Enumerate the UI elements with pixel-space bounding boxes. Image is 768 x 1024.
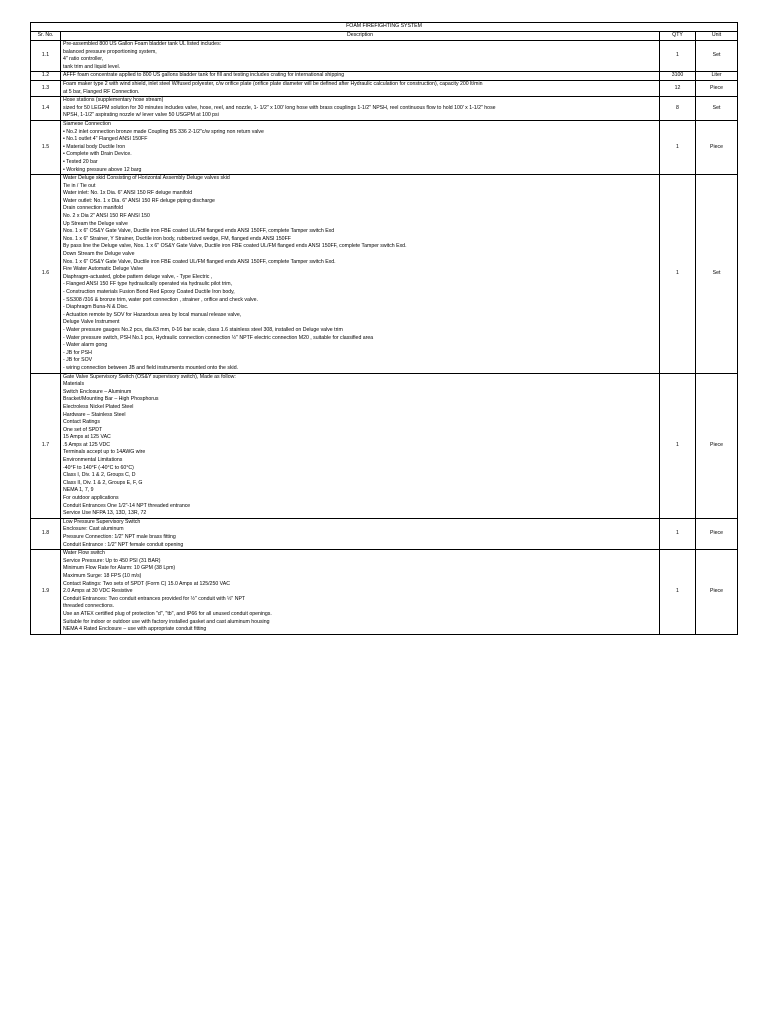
header-sr-no: Sr. No. (31, 32, 61, 41)
description-line: - JB for PSH (63, 349, 92, 356)
row-sr-no: 1.5 (31, 120, 61, 174)
description-line: Nos. 1 x 6" OS&Y Gate Valve, Ductile iron FBE coated UL/FM flanged ends ANSI 150FF, complete Tamper switch Exd (63, 228, 335, 235)
table-row (31, 120, 738, 174)
description-line: Water Flow switch (63, 550, 105, 557)
description-line: Class II, Div. 1 & 2, Groups E, F, G (63, 479, 143, 486)
description-line: Maximum Surge: 18 FPS (10 m/s) (63, 572, 142, 579)
description-line: - Diaphragm Buna-N & Disc. (63, 304, 129, 311)
description-line: - Water pressure switch, PSH No.1 pcs, Hydraulic connection connection ½" NPTF electric connection M20 , suitable for classified area (63, 334, 374, 341)
table-row (31, 518, 738, 549)
row-description (61, 373, 660, 518)
description-line: - Water alarm gong (63, 342, 108, 349)
spec-sheet (30, 22, 737, 635)
description-line: 15 Amps at 125 VAC (63, 434, 111, 441)
table-body (31, 41, 738, 635)
description-line: Nos. 1 x 6" Strainer, Y Strainer, Ductile iron body, rubberized wedge, FM, flanged ends ANSI 150FF (63, 235, 291, 242)
table-row (31, 175, 738, 373)
description-line: Environmental Limitations (63, 457, 123, 464)
description-line: Suitable for indoor or outdoor use with factory installed gasket and cast aluminum housing (63, 618, 270, 625)
description-line: .5 Amps at 125 VDC (63, 441, 110, 448)
description-line: Water inlet: No. 1x Dia. 6" ANSI 150 RF deluge manifold (63, 190, 193, 197)
row-unit: Set (696, 97, 738, 121)
table-row (31, 72, 738, 81)
row-description (61, 550, 660, 635)
header-description: Description (61, 32, 660, 41)
row-sr-no: 1.4 (31, 97, 61, 121)
header-qty: QTY (660, 32, 696, 41)
row-sr-no: 1.2 (31, 72, 61, 81)
description-line: - SS308 /316 & bronze trim, water port connection , strainer , orifice and check valve. (63, 296, 258, 303)
spec-table (30, 22, 738, 635)
table-row (31, 97, 738, 121)
row-description (61, 175, 660, 373)
description-line: Conduit Entrances: Two conduit entrances provided for ½" conduit with ½" NPT (63, 595, 246, 602)
row-unit: Piece (696, 373, 738, 518)
table-row (31, 373, 738, 518)
header-unit: Unit (696, 32, 738, 41)
description-line: Hardware – Stainless Steel (63, 411, 126, 418)
row-unit: Piece (696, 518, 738, 549)
description-line: tank trim and liquid level. (63, 63, 121, 70)
description-line: Minimum Flow Rate for Alarm: 10 GPM (38 Lpm) (63, 565, 176, 572)
description-line: Switch Enclosure – Aluminum (63, 388, 132, 395)
description-line: Drain connection manifold (63, 205, 123, 212)
description-line: Tie in / Tie out (63, 182, 96, 189)
row-qty: 1 (660, 41, 696, 72)
row-description (61, 97, 660, 121)
row-unit: Set (696, 175, 738, 373)
row-description (61, 72, 660, 81)
description-line: Class I, Div. 1 & 2, Groups C, D (63, 472, 136, 479)
description-line: Hose stations (supplementary hose stream) (63, 97, 164, 104)
row-qty: 1 (660, 518, 696, 549)
description-line: By pass line the Deluge valve, Nos. 1 x 6" OS&Y Gate Valve, Ductile iron FBE coated UL/FM flanged ends ANSI 150FF, complete Tamper switch Exd. (63, 243, 407, 250)
description-line: Contact Ratings: Two sets of SPDT (Form C) 15.0 Amps at 125/250 VAC (63, 580, 230, 587)
description-line: NEMA 4 Rated Enclosure – use with appropriate conduit fitting (63, 626, 207, 633)
description-line: - JB for SOV (63, 357, 93, 364)
description-line: Terminals accept up to 14AWG wire (63, 449, 146, 456)
description-line: Conduit Entrance : 1/2" NPT female conduit opening (63, 541, 184, 548)
description-line: For outdoor applications (63, 495, 119, 502)
row-qty: 1 (660, 550, 696, 635)
description-line: No. 2 x Dia 2" ANSI 150 RF ANSI 150 (63, 213, 150, 220)
description-line: NPSH, 1-1/2" aspirating nozzle w/ lever valve 50 USGPM at 100 psi (63, 112, 219, 119)
row-unit: Piece (696, 550, 738, 635)
description-line: Fire Water Automatic Deluge Valve (63, 266, 144, 273)
description-line: • Material body Ductile Iron (63, 143, 126, 150)
table-title: FOAM FIREFIGHTING SYSTEM (31, 23, 738, 32)
description-line: Contact Ratings (63, 419, 100, 426)
row-qty: 8 (660, 97, 696, 121)
description-line: Foam maker type 2 with wind shield, inlet steel W/fused polyester, c/w orifice plate (orifice plate diameter will be defined after Hydraulic calculation for construction), capacity 200 lt/min (63, 80, 483, 87)
description-line: • No.2 inlet connection bronze made Coupling BS 336 2-1/2"c/w spring non return valve (63, 128, 264, 135)
description-line: - Flanged ANSI 150 FF type hydraulically operated via hydraulic pilot trim, (63, 281, 232, 288)
description-line: Pressure Connection: 1/2" NPT male brass fitting (63, 534, 176, 540)
description-line: 2.0 Amps at 30 VDC Resistive (63, 588, 133, 595)
description-line: Materials (63, 381, 85, 388)
description-line: - Water pressure gauges No.2 pcs, dia.63 mm, 0-16 bar scale, class 1.6 stainless steel 308, installed on Deluge valve trim (63, 326, 343, 333)
description-line: Water Deluge skid Consisting of Horizontal Assembly Deluge valves skid (63, 175, 230, 182)
description-line: Siamese Connection (63, 120, 111, 127)
row-sr-no: 1.6 (31, 175, 61, 373)
row-qty: 1 (660, 373, 696, 518)
row-qty: 1 (660, 120, 696, 174)
description-line: - Actuation remote by SOV for Hazardous area by local manual release valve, (63, 311, 242, 318)
row-qty: 12 (660, 80, 696, 96)
description-line: Nos. 1 x 6" OS&Y Gate Valve, Ductile iron FBE coated UL/FM flanged ends ANSI 150FF, complete Tamper switch Exd. (63, 258, 336, 265)
row-sr-no: 1.9 (31, 550, 61, 635)
description-line: Electroless Nickel Plated Steel (63, 403, 134, 410)
description-line: - wiring connection between JB and field instruments mounted onto the skid. (63, 364, 239, 371)
row-sr-no: 1.1 (31, 41, 61, 72)
description-line: Water outlet: No. 1 x Dia. 6" ANSI 150 RF deluge piping discharge (63, 197, 215, 204)
row-unit: Liter (696, 72, 738, 81)
description-line: One set of SPDT (63, 426, 103, 433)
row-description (61, 518, 660, 549)
description-line: -40°F to 140°F (-40°C to 60°C) (63, 464, 134, 471)
description-line: Conduit Entrances One 1/2"-14 NPT threaded entrance (63, 502, 191, 509)
description-line: Down Stream the Deluge valve (63, 251, 135, 258)
row-qty: 3100 (660, 72, 696, 81)
description-line: NEMA 1, 7, 9 (63, 487, 94, 494)
description-line: at 5 bar, Flanged RF Connection. (63, 88, 140, 95)
description-line: 4" ratio controller, (63, 56, 104, 63)
table-row (31, 41, 738, 72)
description-line: AFFF foam concentrate applied to 800 US gallons bladder tank for fill and testing includes crating for international shipping (63, 72, 345, 79)
description-line: threaded connections. (63, 603, 115, 610)
description-line: balanced pressure proportioning system, (63, 48, 157, 55)
description-line: Service Use NFPA 13, 13D, 13R, 72 (63, 510, 147, 517)
row-sr-no: 1.3 (31, 80, 61, 96)
row-unit: Piece (696, 120, 738, 174)
description-line: Pre-assembled 800 US Gallon Foam bladder tank UL listed includes: (63, 41, 222, 47)
description-line: • Tested 20 bar (63, 158, 98, 165)
description-line: Low Pressure Supervisory Switch (63, 518, 141, 525)
description-line: sized for 50 LEGPM solution for 30 minutes includes valve, hose, reel, and nozzle, 1- 1/2" x 100' long hose with brass couplings 1-1/2" NPSH, reel continuous flow to hold 100' x 1-1/2" hose (63, 104, 496, 111)
description-line: Service Pressure: Up to 450 PSI (31 BAR) (63, 557, 161, 564)
description-line: - Construction materials Fusion Bond Red Epoxy Coated Ductile Iron body, (63, 289, 235, 295)
description-line: Bracket/Mounting Bar – High Phosphorus (63, 396, 159, 403)
row-unit: Piece (696, 80, 738, 96)
description-line: Diaphragm-actuated, globe pattern deluge valve, - Type Electric , (63, 273, 213, 280)
row-unit: Set (696, 41, 738, 72)
description-line: Up Stream the Deluge valve (63, 220, 128, 227)
row-description (61, 41, 660, 72)
row-qty: 1 (660, 175, 696, 373)
description-line: Enclosure: Cast aluminum (63, 526, 124, 533)
description-line: Gate Valve Supervisory Switch (OS&Y supervisory switch), Made as follow: (63, 373, 236, 380)
table-row (31, 80, 738, 96)
description-line: Deluge Valve Instrument (63, 319, 120, 326)
description-line: • Complete with Drain Device. (63, 151, 132, 158)
row-sr-no: 1.8 (31, 518, 61, 549)
description-line: Use an ATEX certified plug of protection "d", "tb", and IP66 for all unused conduit openings. (63, 610, 272, 617)
row-sr-no: 1.7 (31, 373, 61, 518)
table-row (31, 550, 738, 635)
description-line: • No.1 outlet 4" Flanged ANSI 150FF (63, 136, 148, 143)
row-description (61, 120, 660, 174)
description-line: • Working pressure above 12 barg (63, 166, 142, 173)
row-description (61, 80, 660, 96)
